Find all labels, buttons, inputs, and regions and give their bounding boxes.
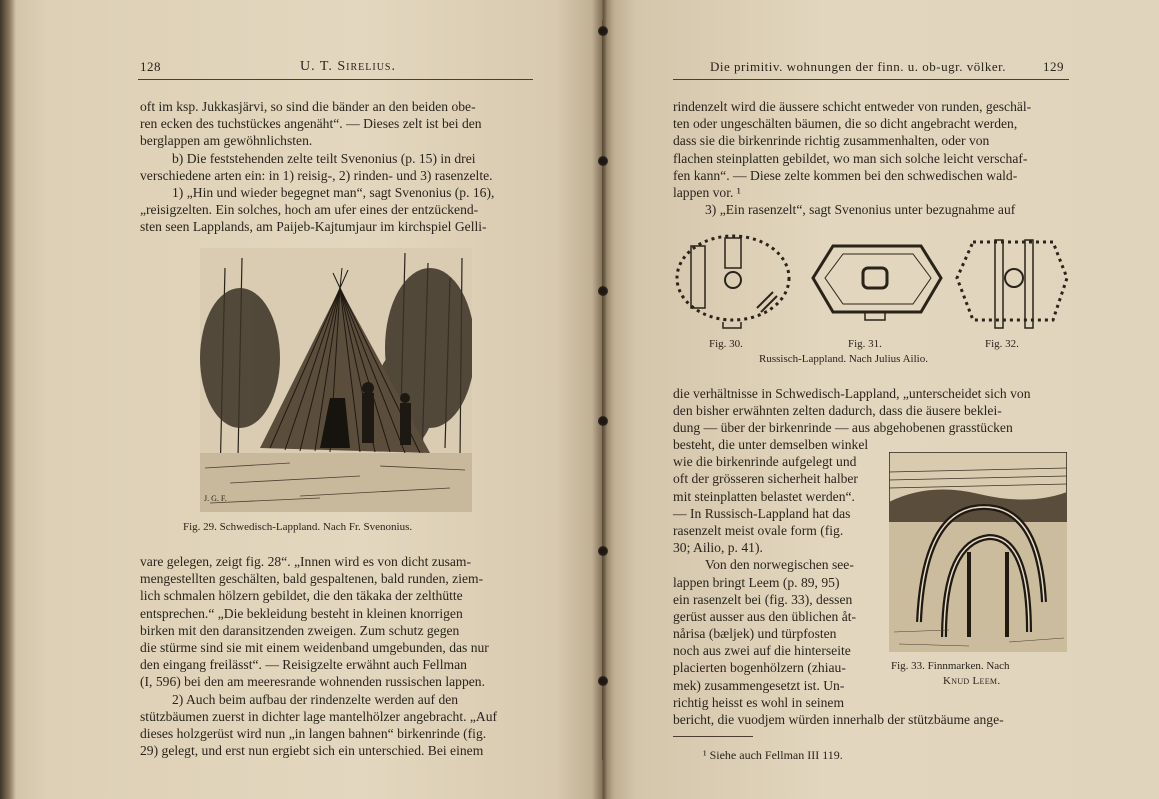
- text-line: b) Die feststehenden zelte teilt Svenonius (p. 15) in drei: [172, 150, 476, 166]
- text-line: berglappen am gewöhnlichsten.: [140, 133, 313, 149]
- text-line: birken mit den daransitzenden zweigen. Zum schutz gegen: [140, 622, 460, 638]
- text-line: wie die birkenrinde aufgelegt und: [673, 454, 857, 470]
- text-line: (I, 596) bei den am meeresrande wohnenden russischen lappen.: [140, 674, 486, 690]
- text-line: gerüst ausser aus den üblichen åt-: [673, 608, 857, 624]
- left-text-top: [140, 98, 533, 236]
- right-header-rule: [673, 79, 1069, 80]
- binding-stitch: [598, 676, 608, 686]
- fig-31-plan: [813, 246, 941, 320]
- text-line: Von den norwegischen see-: [705, 557, 854, 573]
- text-line: dung — über der birkenrinde — aus abgehobenen grasstücken: [673, 420, 1013, 436]
- text-line: die verhältnisse in Schwedisch-Lappland, „unterscheidet sich von: [673, 386, 1031, 401]
- binding-stitch: [598, 156, 608, 166]
- left-text-bottom: [140, 553, 533, 759]
- fig-29-engraving: [200, 248, 472, 512]
- binding-stitch: [598, 286, 608, 296]
- text-line: lappen bringt Leem (p. 89, 95): [673, 574, 840, 590]
- text-line: bericht, die vuodjem würden innerhalb der stützbäume ange-: [673, 712, 1004, 727]
- fig-31-label: Fig. 31.: [848, 338, 882, 350]
- text-line: 30; Ailio, p. 41).: [673, 540, 763, 556]
- right-text-top: [673, 98, 1069, 218]
- text-line: dieses holzgerüst wird nun „in langen bahnen“ birkenrinde (fig.: [140, 725, 487, 741]
- text-line: „reisigzelten. Ein solches, hoch am ufer eines der entzückend-: [140, 202, 479, 218]
- right-text-middle: [673, 385, 1069, 437]
- text-line: ten oder ungeschälten bäumen, die so dicht angebracht werden,: [673, 116, 1018, 132]
- text-line: ein rasenzelt bei (fig. 33), dessen: [673, 591, 853, 607]
- text-line: den bisher erwähnten zelten dadurch, dass die äusere beklei-: [673, 403, 1002, 419]
- binding-stitch: [598, 26, 608, 36]
- page-edge-shadow: [0, 0, 16, 799]
- fig-29-caption: Fig. 29. Schwedisch-Lappland. Nach Fr. Svenonius.: [183, 521, 413, 533]
- binding-stitch: [598, 546, 608, 556]
- text-line: 1) „Hin und wieder begegnet man“, sagt Svenonius (p. 16),: [172, 184, 495, 200]
- text-line: oft der grösseren sicherheit halber: [673, 471, 858, 487]
- text-line: noch aus zwei auf die hinterseite: [673, 643, 851, 659]
- text-line: richtig heisst es wohl in seinem: [673, 694, 845, 710]
- fig-30-label: Fig. 30.: [709, 338, 743, 350]
- text-line: rasenzelt meist ovale form (fig.: [673, 522, 844, 538]
- text-line: — In Russisch-Lappland hat das: [673, 505, 851, 521]
- text-line: 2) Auch beim aufbau der rindenzelte werden auf den: [172, 691, 459, 707]
- text-line: ren ecken des tuchstückes angenäht“. — Dieses zelt ist bei den: [140, 116, 482, 132]
- footnote: ¹ Siehe auch Fellman III 119.: [703, 748, 843, 762]
- turf-tent-frame-illustration: [889, 452, 1067, 652]
- right-running-head: Die primitiv. wohnungen der finn. u. ob-ugr. völker.: [710, 59, 1006, 74]
- text-line: mengestellten geschälten, bald gespaltenen, bald runden, ziem-: [140, 571, 484, 587]
- floor-plans-illustration: [673, 228, 1069, 348]
- text-line: mek) zusammengesetzt ist. Un-: [673, 677, 845, 693]
- text-line: nårisa (bæljek) und türpfosten: [673, 626, 837, 642]
- binding-stitch: [598, 416, 608, 426]
- fig-30-plan: [677, 236, 789, 328]
- text-line: die stürme sind sie mit einem weidenband umgebunden, das nur: [140, 639, 489, 655]
- right-text-last: [673, 711, 1069, 728]
- right-page-number: 129: [1043, 59, 1064, 74]
- text-line: entsprechen.“ „Die bekleidung besteht in kleinen knorrigen: [140, 605, 463, 621]
- floor-plans-figures: [673, 228, 1069, 348]
- text-line: stützbäumen zuerst in dichter lage mantelhölzer angebracht. „Auf: [140, 708, 498, 724]
- text-line: vare gelegen, zeigt fig. 28“. „Innen wird es von dicht zusam-: [140, 554, 472, 569]
- fig-33-caption-line1: Fig. 33. Finnmarken. Nach: [891, 660, 1010, 672]
- fig-32-plan: [957, 240, 1067, 328]
- left-page-number: 128: [140, 59, 161, 74]
- left-header-rule: [138, 79, 533, 80]
- binding-thread: [602, 20, 603, 760]
- text-line: 29) gelegt, und erst nun ergiebt sich ein unterschied. Bei einem: [140, 743, 484, 759]
- fig-32-label: Fig. 32.: [985, 338, 1019, 350]
- text-line: dass sie die birkenrinde richtig zusammenhalten, oder von: [673, 133, 990, 149]
- footnote-rule: [673, 736, 753, 737]
- text-line: fen kann“. — Diese zelte kommen bei den schwedischen wald-: [673, 167, 1018, 183]
- text-line: lich schmalen hölzern gebildet, die den täkaka der zelthütte: [140, 588, 463, 604]
- text-line: flachen steinplatten gebildet, wo man sich solche leicht verschaf-: [673, 150, 1028, 166]
- right-text-narrow: [673, 436, 885, 711]
- engraver-signature: J. G. F.: [204, 494, 227, 503]
- birch-bark-tent-illustration: [200, 248, 472, 512]
- right-page: [603, 0, 1159, 799]
- text-line: besteht, die unter demselben winkel: [673, 437, 869, 452]
- fig-33-caption-line2: Knud Leem.: [943, 675, 1001, 687]
- text-line: placierten bogenhölzern (zhiau-: [673, 660, 846, 676]
- fig-33-engraving: [889, 452, 1067, 652]
- text-line: lappen vor. ¹: [673, 184, 741, 200]
- text-line: verschiedene arten ein: in 1) reisig-, 2) rinden- und 3) rasenzelte.: [140, 167, 493, 183]
- text-line: oft im ksp. Jukkasjärvi, so sind die bänder an den beiden obe-: [140, 99, 476, 114]
- text-line: rindenzelt wird die äussere schicht entweder von runden, geschäl-: [673, 99, 1032, 114]
- left-running-head: U. T. Sirelius.: [300, 59, 396, 74]
- text-line: den eingang freilässt“. — Reisigzelte erwähnt auch Fellman: [140, 657, 467, 673]
- text-line: sten seen Lapplands, am Paijeb-Kajtumjaur im kirchspiel Gelli-: [140, 219, 487, 235]
- text-line: mit steinplatten belastet werden“.: [673, 488, 855, 504]
- text-line: 3) „Ein rasenzelt“, sagt Svenonius unter bezugnahme auf: [705, 202, 1016, 218]
- figs-30-32-caption: Russisch-Lappland. Nach Julius Ailio.: [759, 353, 928, 365]
